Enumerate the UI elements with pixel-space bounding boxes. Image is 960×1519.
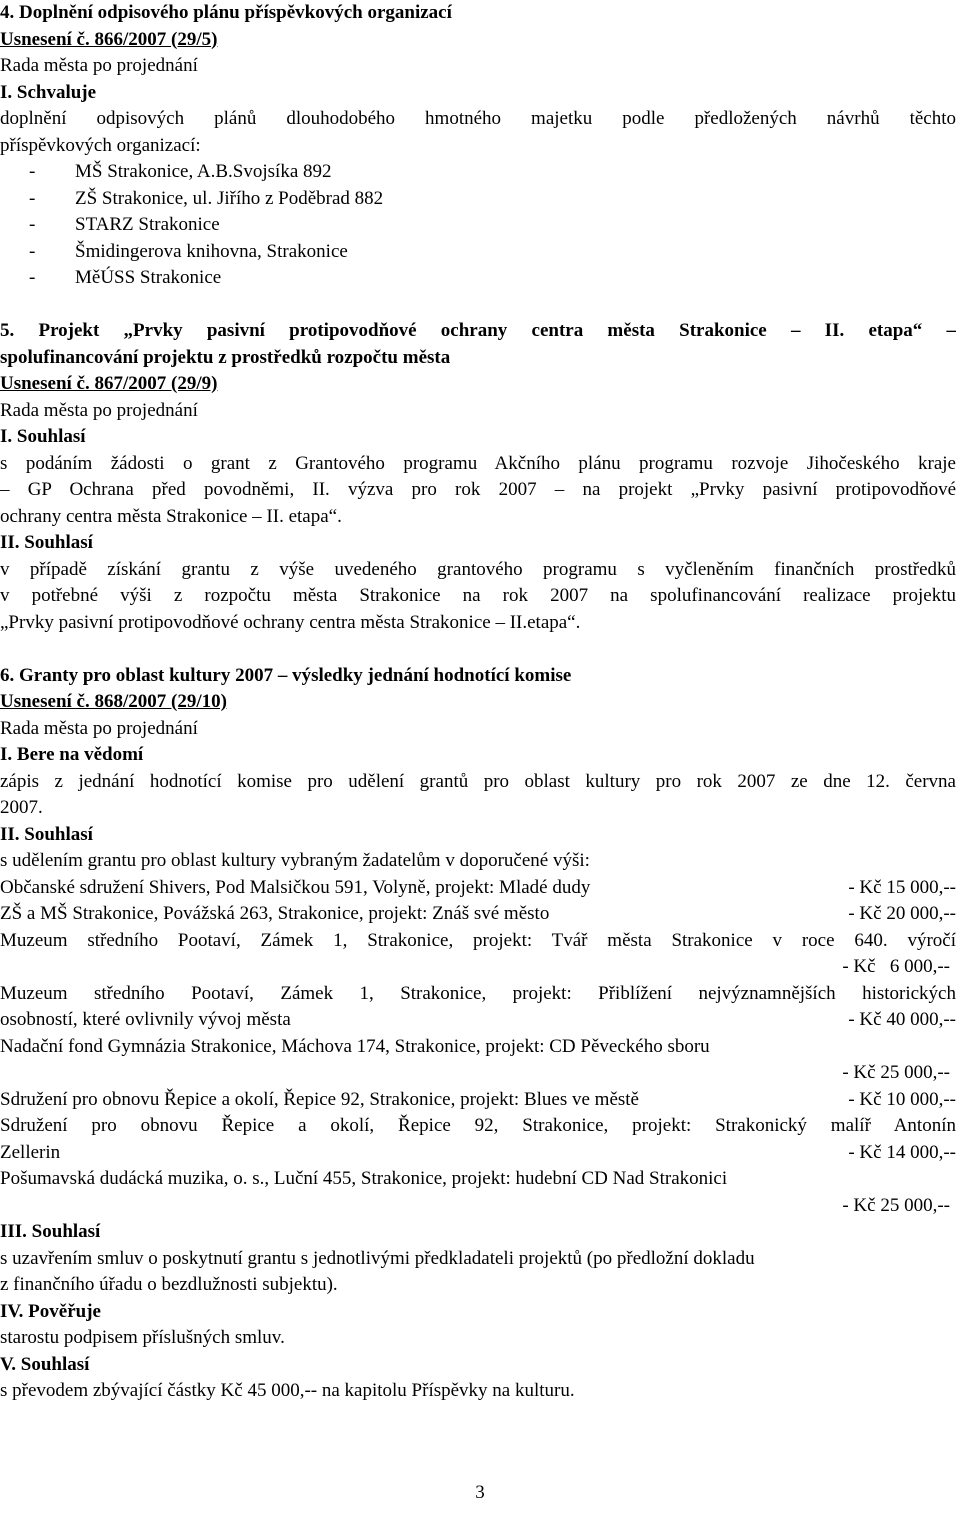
list-item: - MěÚSS Strakonice [0, 265, 956, 292]
grant-description: Sdružení pro obnovu Řepice a okolí, Řepice 92, Strakonice, projekt: Strakonický malíř Antonín [0, 1115, 956, 1136]
section-6-council: Rada města po projednání [0, 717, 198, 739]
section-6-point-3-text: s uzavřením smluv o poskytnutí grantu s jednotlivými předkladateli projektů (po předložní dokladu [0, 1247, 755, 1269]
section-6-point-2-text: s udělením grantu pro oblast kultury vybraným žadatelům v doporučené výši: [0, 850, 590, 871]
section-6-heading: 6. Granty pro oblast kultury 2007 – výsledky jednání hodnotící komise [0, 664, 572, 686]
section-6-point-3-label: III. Souhlasí [0, 1221, 101, 1242]
section-4-point-1-text-cont: příspěvkových organizací: [0, 134, 201, 156]
section-6-point-3-text-cont: z finančního úřadu o bezdlužnosti subjektu). [0, 1274, 338, 1295]
section-6-point-1-text: zápis z jednání hodnotící komise pro udělení grantů pro oblast kultury pro rok 2007 ze dne 12. června [0, 770, 956, 792]
section-4-council: Rada města po projednání [0, 55, 198, 76]
grant-description: Pošumavská dudácká muzika, o. s., Luční 455, Strakonice, projekt: hudební CD Nad Strakonici [0, 1168, 728, 1189]
list-item: - Šmidingerova knihovna, Strakonice [0, 239, 956, 266]
section-6-point-4-label: IV. Pověřuje [0, 1300, 101, 1322]
section-5-council: Rada města po projednání [0, 399, 198, 421]
grant-description: Sdružení pro obnovu Řepice a okolí, Řepice 92, Strakonice, projekt: Blues ve městě [0, 1088, 639, 1110]
section-5-point-1-text-cont: – GP Ochrana před povodněmi, II. výzva pro rok 2007 – na projekt „Prvky pasivní protipovodňové [0, 479, 956, 500]
section-5-resolution: Usnesení č. 867/2007 (29/9) [0, 373, 218, 394]
list-item: - MŠ Strakonice, A.B.Svojsíka 892 [0, 159, 956, 186]
section-6-point-5-text: s převodem zbývající částky Kč 45 000,-- na kapitolu Příspěvky na kulturu. [0, 1380, 575, 1401]
grant-description: ZŠ a MŠ Strakonice, Povážská 263, Strakonice, projekt: Znáš své město [0, 903, 550, 924]
grant-amount: - Kč 15 000,-- [848, 876, 956, 898]
list-dash: - [29, 187, 36, 209]
grant-description: Muzeum středního Pootaví, Zámek 1, Strakonice, projekt: Přiblížení nejvýznamnějších historických [0, 982, 956, 1004]
grant-description: Nadační fond Gymnázia Strakonice, Máchova 174, Strakonice, projekt: CD Pěveckého sboru [0, 1035, 710, 1057]
grant-row [0, 1140, 956, 1167]
grant-amount: - Kč 40 000,-- [848, 1009, 956, 1030]
section-5-point-1-text-end: ochrany centra města Strakonice – II. etapa“. [0, 505, 342, 527]
section-5-heading-cont: spolufinancování projektu z prostředků rozpočtu města [0, 346, 451, 368]
grant-amount: - Kč 20 000,-- [848, 903, 956, 924]
section-5-point-1-label: I. Souhlasí [0, 426, 86, 447]
section-4-resolution: Usnesení č. 866/2007 (29/5) [0, 28, 218, 50]
grant-row [0, 901, 956, 928]
grant-description: Muzeum středního Pootaví, Zámek 1, Strakonice, projekt: Tvář města Strakonice v roce 640. výročí [0, 929, 956, 951]
page-number: 3 [475, 1482, 485, 1503]
grant-amount: - Kč 10 000,-- [848, 1088, 956, 1110]
list-dash: - [29, 161, 36, 182]
list-dash: - [29, 214, 36, 235]
section-4-heading: 4. Doplnění odpisového plánu příspěvkových organizací [0, 2, 452, 23]
grant-row [0, 1007, 956, 1034]
list-item: - STARZ Strakonice [0, 212, 956, 239]
grant-description: Občanské sdružení Shivers, Pod Malsičkou 591, Volyně, projekt: Mladé dudy [0, 876, 591, 898]
grant-amount: - Kč 14 000,-- [848, 1141, 956, 1163]
grant-amount: - Kč 25 000,-- [842, 1062, 950, 1083]
grant-list [0, 875, 956, 1220]
grant-description-cont: Zellerin [0, 1141, 61, 1163]
section-5-point-2-text-cont: v potřebné výši z rozpočtu města Strakonice na rok 2007 na spolufinancování realizace projektu [0, 585, 956, 606]
section-6-point-2-label: II. Souhlasí [0, 823, 93, 845]
section-6-point-5-label: V. Souhlasí [0, 1353, 90, 1375]
section-5-point-2-text-end: „Prvky pasivní protipovodňové ochrany centra města Strakonice – II.etapa“. [0, 611, 581, 633]
organization-list [0, 159, 956, 292]
section-5-heading: 5. Projekt „Prvky pasivní protipovodňové ochrany centra města Strakonice – II. etapa“ – [0, 320, 956, 341]
grant-description-cont: osobností, které ovlivnily vývoj města [0, 1009, 291, 1030]
grant-amount: - Kč 6 000,-- [842, 956, 950, 977]
list-item: - ZŠ Strakonice, ul. Jiřího z Poděbrad 882 [0, 186, 956, 213]
section-6-point-4-text: starostu podpisem příslušných smluv. [0, 1327, 285, 1348]
list-dash: - [29, 240, 36, 262]
list-dash: - [29, 267, 36, 288]
grant-row [0, 1087, 956, 1114]
section-4-point-1-text: doplnění odpisových plánů dlouhodobého hmotného majetku podle předložených návrhů těchto [0, 108, 956, 129]
section-6-point-1-text-cont: 2007. [0, 797, 43, 818]
section-6-resolution: Usnesení č. 868/2007 (29/10) [0, 691, 227, 712]
grant-row [0, 875, 956, 902]
section-5-point-2-text: v případě získání grantu z výše uvedeného grantového programu s vyčleněním finančních prostředků [0, 558, 956, 580]
section-5-point-2-label: II. Souhlasí [0, 532, 93, 553]
section-6-point-1-label: I. Bere na vědomí [0, 744, 144, 765]
section-4-point-1-label: I. Schvaluje [0, 81, 97, 103]
section-5-point-1-text: s podáním žádosti o grant z Grantového programu Akčního plánu programu rozvoje Jihočeského kraje [0, 452, 956, 474]
grant-amount: - Kč 25 000,-- [842, 1194, 950, 1216]
